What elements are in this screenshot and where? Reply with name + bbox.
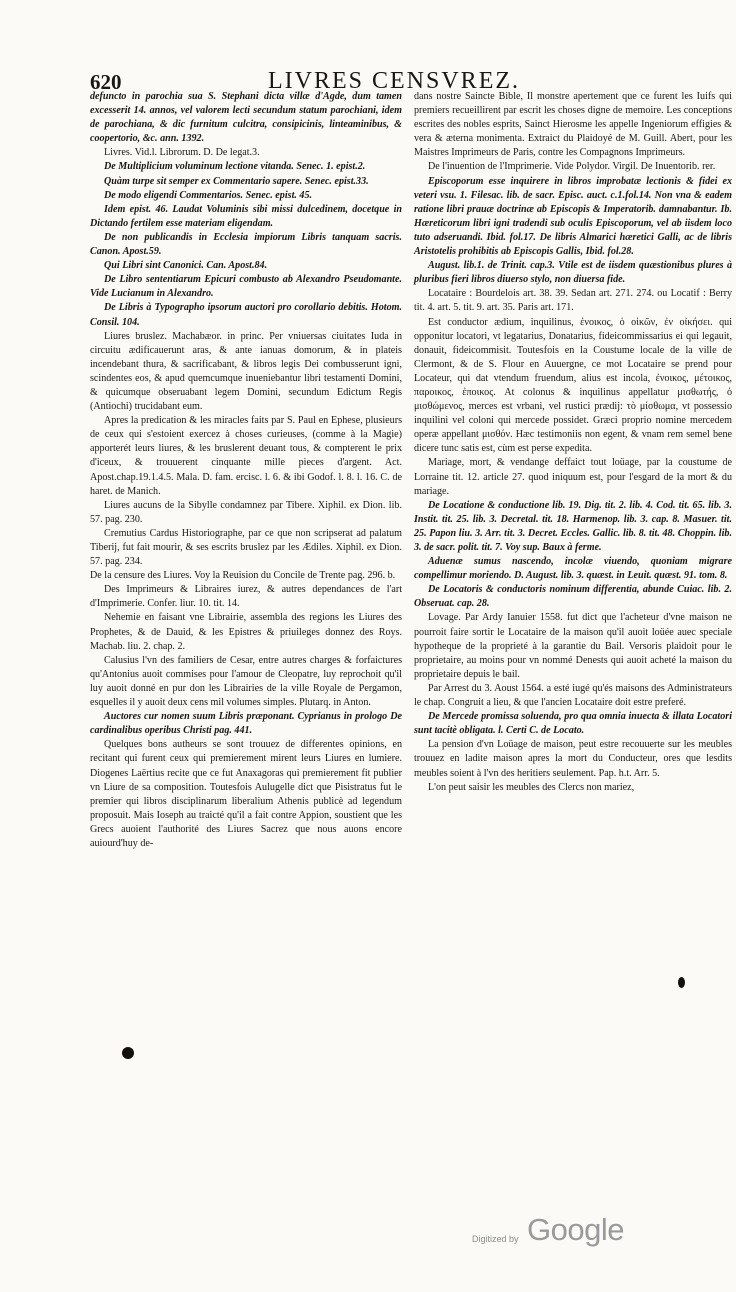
- left-text-column: [90, 90, 402, 851]
- paragraph: Liures aucuns de la Sibylle condamnez par Tibere. Xiphil. ex Dion. lib. 57. pag. 230.: [90, 499, 402, 525]
- paragraph: Auctores cur nomen suum Libris præponant. Cyprianus in prologo De cardinalibus operibus Christi pag. 441.: [90, 711, 402, 737]
- paragraph: defuncto in parochia sua S. Stephani dicta villæ d'Agde, dum tamen excesserit 14. annos, vel valorem lecti secundum statum parochiani, idem de parochiana, & dic furnitum culcitra, consipicinis, linteaminibus, & coopertorio, &c. ann. 1392.: [90, 91, 402, 145]
- right-text-column: [414, 90, 732, 795]
- paragraph: Quelques bons autheurs se sont trouuez de differentes opinions, en recitant qui furent ceux qui premierement mirent leurs Liures en lumiere. Diogenes Laërtius recite que ce fut Anaxagoras qui premierement fit publier vn Liure de sa composition. Toutesfois Aulugelle dict que Pisistratus fut le premier qui libros disciplinarum liberalium Athenis publicè ad legendum proposuit. Mais Ioseph au traicté qu'il a fait contre Appion, soustient que les Grecs auoient l'authorité des Liures Sacrez que nous auons encore auiourd'huy de-: [90, 739, 402, 849]
- paragraph: De la censure des Liures. Voy la Reuision du Concile de Trente pag. 296. b.: [90, 570, 396, 582]
- paragraph: De Locatione & conductione lib. 19. Dig. tit. 2. lib. 4. Cod. tit. 65. lib. 3. Instit. tit. 25. lib. 3. Decretal. tit. 18. Harmenop. lib. 3. cap. 8. Masuer. tit. 25. Papon liu. 3. Arr. tit. 3. Decret. Eccles. Gallic. lib. 8. tit. 48. Choppin. lib. 3. de sacr. polit. tit. 7. Voy sup. Baux à ferme.: [414, 499, 732, 553]
- paragraph: Quàm turpe sit semper ex Commentario sapere. Senec. epist.33.: [104, 175, 369, 187]
- paragraph: Qui Libri sint Canonici. Can. Apost.84.: [104, 260, 268, 272]
- paragraph: Cremutius Cardus Historiographe, par ce que non scripserat ad palatum Tiberij, fut fait mourir, & ses escrits bruslez par les Ædiles. Xiphil. ex Dion. 57. pag. 234.: [90, 527, 402, 568]
- paragraph: De non publicandis in Ecclesia impiorum Libris tanquam sacris. Canon. Apost.59.: [90, 231, 402, 258]
- paragraph: L'on peut saisir les meubles des Clercs non mariez,: [428, 781, 635, 793]
- paragraph: Mariage, mort, & vendange deffaict tout loüage, par la coustume de Lorraine tit. 12. article 27. quod iniquum est, pour l'esgard de la mort & du mariage.: [414, 457, 732, 497]
- paragraph: Episcoporum esse inquirere in libros improbatæ lectionis & fidei ex veteri vsu. 1. Filesac. lib. de sacr. Episc. auct. c.1.fol.14. Non vna & eadem ratione libri prauæ doctrinæ ab Episcopis & Imperatorib. damnabantur. Ib. Hæreticorum libri igni tradendi sub oculis Episcoporum, vel ab iisdem loco tuto adseruandi. Ibid. fol.17. De libris Almarici hæretici Galli, ac de libris Aristotelis prohibitis ab Episcopis Gallis, Ibid. fol.28.: [414, 175, 732, 258]
- paragraph: August. lib.1. de Trinit. cap.3. Vtile est de iisdem quæstionibus plures à pluribus fieri libros diuerso stylo, non diuersa fide.: [414, 260, 732, 286]
- paragraph: De Libris à Typographo ipsorum auctori pro corollario debitis. Hotom. Consil. 104.: [90, 302, 402, 328]
- paragraph: De Multiplicium voluminum lectione vitanda. Senec. 1. epist.2.: [104, 161, 366, 173]
- paragraph: Par Arrest du 3. Aoust 1564. a esté iugé qu'és maisons des Administrateurs le chap. Congruit a lieu, & que l'ancien Locataire doit estre preferé.: [414, 682, 732, 709]
- paragraph: La pension d'vn Loüage de maison, peut estre recouuerte sur les meubles trouuez en ladite maison apres la mort du Conducteur, ores que lesdits meubles soient à l'vn des heritiers seulement. Pap. h.t. Arr. 5.: [414, 739, 732, 779]
- paragraph: Nehemie en faisant vne Librairie, assembla des regions les Liures des Prophetes, & de Dauid, & les Epistres & priuileges donnez des Roys. Machab. liu. 2. chap. 2.: [90, 612, 402, 652]
- paragraph: De Locatoris & conductoris nominum differentia, abunde Cuiac. lib. 2. Obseruat. cap. 28.: [414, 584, 732, 610]
- paragraph: Des Imprimeurs & Libraires iurez, & autres dependances de l'art d'Imprimerie. Confer. liur. 10. tit. 14.: [90, 584, 402, 610]
- paragraph: Aduenæ sumus nascendo, incolæ viuendo, quoniam migrare compellimur moriendo. D. August. lib. 3. quæst. in Leuit. quæst. 91. tom. 8.: [414, 556, 732, 582]
- page-number: 620: [90, 70, 122, 94]
- paragraph: Idem epist. 46. Laudat Voluminis sibi missi dulcedinem, docetque in Dictando fertilem esse materiam eligendam.: [90, 203, 402, 229]
- paragraph: De modo eligendi Commentarios. Senec. epist. 45.: [104, 189, 313, 201]
- paragraph: Est conductor ædium, inquilinus, ἐνοικος, ὁ οἰκῶν, ἐν οἰκήσει. qui opponitur locatori, vt legatarius, Donatarius, fideicommissarius ei qui legauit, donauit, fideicommisit. Toutesfois en la Coustume locale de la ville de Clermont, & de S. Flour en Auuergne, ce mot Locataire se prend pour Locateur, qui dat vtendum fruendum, alius est incola, ἐνοικος, μέτοικος, παροικος, ἐποικος. At colonus & inquilinus appellatur μισθωτής, ὁ μισθώμενος, merces est vrbani, vel rustici prædij: τὸ μίσθωμα, vt possessio inquilini vel coloni qui mercede possidet. Græci proprio nomine mercedem operæ appellant μισθόν. Hæc testimoniis non egent, & vnam rem semel bene dicere tunc satis est, cùm est perse expedita.: [414, 316, 732, 455]
- paragraph: De Libro sententiarum Epicuri combusto ab Alexandro Pseudomante. Vide Lucianum in Alexandro.: [90, 274, 402, 300]
- digitized-by-label: Digitized by: [472, 1234, 519, 1244]
- ink-blot-right: [678, 977, 685, 988]
- ink-blot-left: [122, 1047, 134, 1059]
- paragraph: De Mercede promissa soluenda, pro qua omnia inuecta & illata Locatori sunt tacitè obligata. l. Certi C. de Locato.: [414, 711, 732, 737]
- paragraph: Liures bruslez. Machabæor. in princ. Per vniuersas ciuitates Iuda in circuitu ædificauerunt aras, & ante ianuas domorum, & in plateis incendebant thura, & sacrificabant, & libros legis Dei combusserunt igni, scindentes eos, & apud quemcumque inueniebantur libri testamenti Domini, & quicumque obseruabant legem Domini, secundum Edictum Regis (Antiochi) trucidabant eum.: [90, 330, 402, 413]
- paragraph: Locataire : Bourdelois art. 38. 39. Sedan art. 271. 274. ou Locatif : Berry tit. 4. art. 5. tit. 9. art. 35. Paris art. 171.: [414, 288, 732, 314]
- paragraph: dans nostre Saincte Bible, Il monstre apertement que ce furent les Iuifs qui premiers recueillirent par escrit les choses digne de memoire. Les conceptions escrites des nobles esprits, Sainct Hierosme les appelle Ingeniorum effigies & vera & æterna monimenta. Extraict du Plaidoyé de M. Guill. Abert, pour les Maistres Imprimeurs de Paris, contre les Compagnons Imprimeurs.: [414, 91, 732, 159]
- paragraph: Calusius l'vn des familiers de Cesar, entre autres charges & forfaictures qu'Antonius auoit commises pour l'amour de Cleopatre, luy reprochoit qu'il luy auoit donné en pur don les Librairies de la ville Royale de Pergamon, esquelles il y auoit deux cens mil volumes simples. Plutarq. in Anton.: [90, 654, 402, 709]
- paragraph: Lovage. Par Ardy Ianuier 1558. fut dict que l'acheteur d'vne maison ne pourroit faire sortir le Locataire de la maison qu'il auoit loüée auec speciale hypotheque de la proprieté à la garantie du Bail. Versoris plaidoit pour le proprietaire, au moins pour vn nommé Denests qui auoit acheté la maison du proprietaire depuis le bail.: [414, 612, 732, 680]
- google-logo: Google: [527, 1212, 624, 1247]
- google-watermark: [472, 1212, 622, 1252]
- paragraph: Livres. Vid.l. Librorum. D. De legat.3.: [104, 147, 260, 159]
- paragraph: Apres la predication & les miracles faits par S. Paul en Ephese, plusieurs de ceux qui s'estoient exercez à choses curieuses, (comme à la Magie) apporterét leurs liures, & les bruslerent deuant tous, & compterent le prix d'iceux, & trouuerent cinquante mille pieces d'argent. Act. Apost.chap.19.1.4.5. Mala. D. fam. ercisc. l. 6. & ibi Godof. l. 8. l. 16. C. de haret. de Manich.: [90, 415, 402, 497]
- running-title: LIVRES CENSVREZ.: [268, 68, 521, 94]
- paragraph: De l'inuention de l'Imprimerie. Vide Polydor. Virgil. De Inuentorib. rer.: [428, 161, 716, 173]
